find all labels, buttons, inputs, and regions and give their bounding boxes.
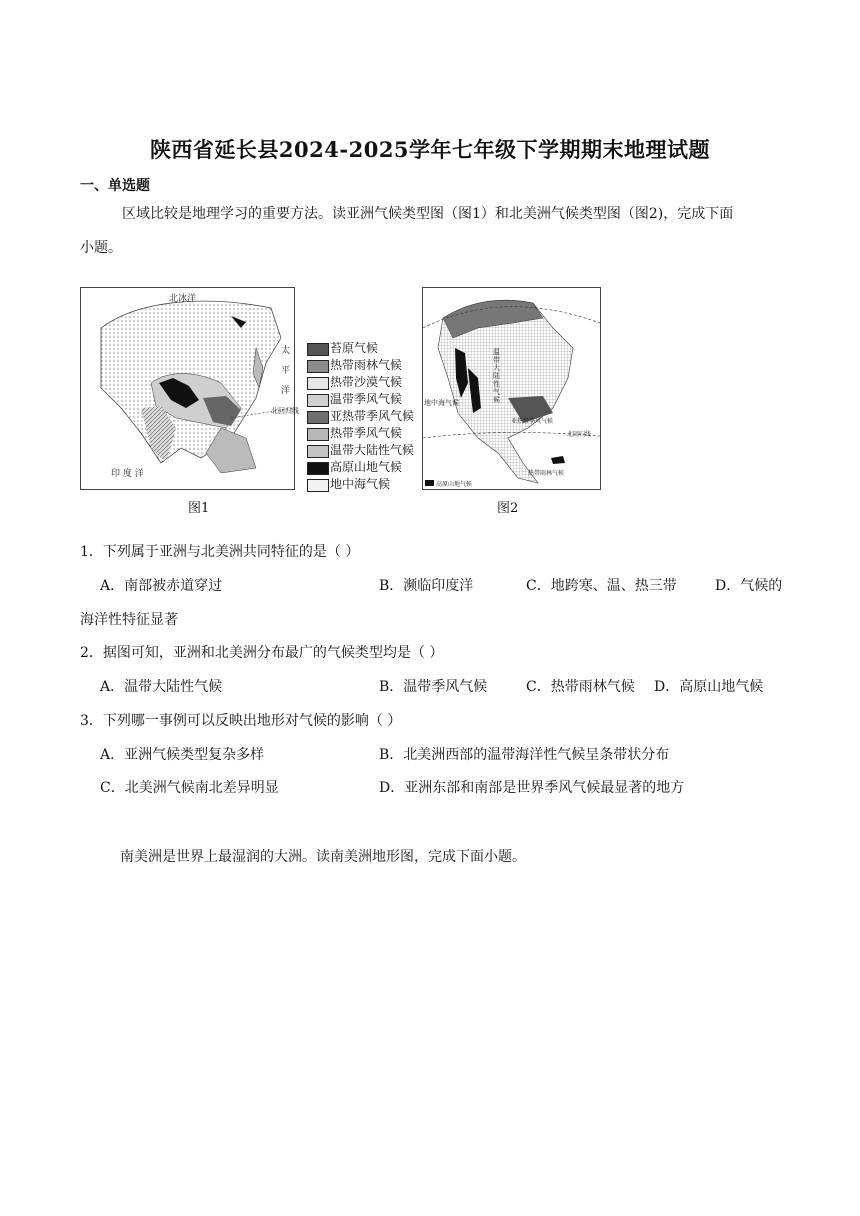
q2-option-b[interactable]: B．温带季风气候 bbox=[379, 679, 488, 695]
arctic-ocean-label: 北冰洋 bbox=[169, 294, 197, 304]
q2-option-c[interactable]: C．热带雨林气候 bbox=[526, 679, 635, 695]
highland-legend-label: 高原山地气候 bbox=[436, 481, 473, 488]
pacific-label-3: 洋 bbox=[281, 386, 291, 396]
intro-paragraph-cont: 小题。 bbox=[80, 240, 122, 256]
q1-option-c[interactable]: C．地跨寒、温、热三带 bbox=[526, 578, 677, 594]
q3-option-c[interactable]: C．北美洲气候南北差异明显 bbox=[100, 780, 279, 796]
mediterranean-label: 地中海气候 bbox=[424, 399, 459, 407]
q1-option-b[interactable]: B．濒临印度洋 bbox=[379, 578, 474, 594]
legend-item bbox=[307, 460, 437, 476]
temperate-continental-label: 温带大陆性气候 bbox=[493, 348, 500, 404]
q1-option-d-cont: 海洋性特征显著 bbox=[80, 612, 178, 628]
pacific-label-2: 平 bbox=[281, 366, 291, 376]
asia-legend bbox=[307, 341, 419, 491]
south-america-intro: 南美洲是世界上最湿润的大洲。读南美洲地形图，完成下面小题。 bbox=[120, 849, 526, 865]
legend-swatch bbox=[307, 462, 329, 475]
intro-paragraph: 区域比较是地理学习的重要方法。读亚洲气候类型图（图1）和北美洲气候类型图（图2)，完成下面 bbox=[122, 206, 734, 222]
page-title: 陕西省延长县2024-2025学年七年级下学期期末地理试题 bbox=[149, 137, 711, 162]
legend-item bbox=[307, 426, 437, 442]
legend-item bbox=[307, 358, 437, 374]
legend-item bbox=[307, 392, 437, 408]
legend-item bbox=[307, 375, 437, 391]
q2-option-a[interactable]: A．温带大陆性气候 bbox=[100, 679, 223, 695]
q3-option-d[interactable]: D．亚洲东部和南部是世界季风气候最显著的地方 bbox=[379, 780, 685, 796]
legend-swatch bbox=[307, 377, 329, 390]
indian-ocean-label: 印 度 洋 bbox=[111, 469, 144, 479]
legend-label: 热带雨林气候 bbox=[330, 358, 403, 372]
legend-swatch bbox=[307, 479, 329, 492]
legend-label: 热带季风气候 bbox=[330, 426, 403, 440]
figure1-caption: 图1 bbox=[188, 501, 210, 516]
legend-label: 热带沙漠气候 bbox=[330, 375, 403, 389]
legend-swatch bbox=[307, 394, 329, 407]
question-1-stem: 1．下列属于亚洲与北美洲共同特征的是（ ） bbox=[80, 544, 360, 560]
legend-label: 苔原气候 bbox=[330, 341, 379, 355]
q1-option-d[interactable]: D．气候的 bbox=[715, 578, 783, 594]
north-america-map-graphic bbox=[423, 288, 600, 489]
section-heading: 一、单选题 bbox=[80, 178, 150, 194]
tropic-label-na: 北回归线 bbox=[567, 431, 592, 438]
figure2-caption: 图2 bbox=[497, 501, 519, 516]
legend-item bbox=[307, 443, 437, 459]
q2-option-d[interactable]: D．高原山地气候 bbox=[654, 679, 764, 695]
legend-item bbox=[307, 341, 437, 357]
rainforest-label: 热带雨林气候 bbox=[528, 470, 565, 477]
legend-item bbox=[307, 409, 437, 425]
legend-swatch bbox=[307, 411, 329, 424]
legend-swatch bbox=[307, 445, 329, 458]
question-3-stem: 3．下列哪一事例可以反映出地形对气候的影响（ ） bbox=[80, 713, 402, 729]
asia-climate-map bbox=[80, 287, 299, 490]
tropic-label: 北回归线 bbox=[271, 407, 299, 415]
legend-label: 高原山地气候 bbox=[330, 460, 403, 474]
q1-option-a[interactable]: A．南部被赤道穿过 bbox=[100, 578, 223, 594]
subtropical-label: 亚热带季风气候 bbox=[511, 418, 554, 425]
pacific-label-1: 太 bbox=[281, 346, 291, 356]
asia-map-graphic bbox=[81, 288, 294, 489]
legend-swatch bbox=[307, 343, 329, 356]
north-america-climate-map bbox=[422, 287, 601, 490]
legend-label: 地中海气候 bbox=[330, 477, 391, 491]
legend-swatch bbox=[307, 428, 329, 441]
question-2-stem: 2．据图可知，亚洲和北美洲分布最广的气候类型均是（ ） bbox=[80, 645, 444, 661]
q3-option-b[interactable]: B．北美洲西部的温带海洋性气候呈条带状分布 bbox=[379, 747, 670, 763]
legend-label: 温带大陆性气候 bbox=[330, 443, 415, 457]
legend-label: 亚热带季风气候 bbox=[330, 409, 415, 423]
legend-swatch bbox=[307, 360, 329, 373]
legend-label: 温带季风气候 bbox=[330, 392, 403, 406]
legend-item bbox=[307, 477, 437, 493]
q3-option-a[interactable]: A．亚洲气候类型复杂多样 bbox=[100, 747, 265, 763]
